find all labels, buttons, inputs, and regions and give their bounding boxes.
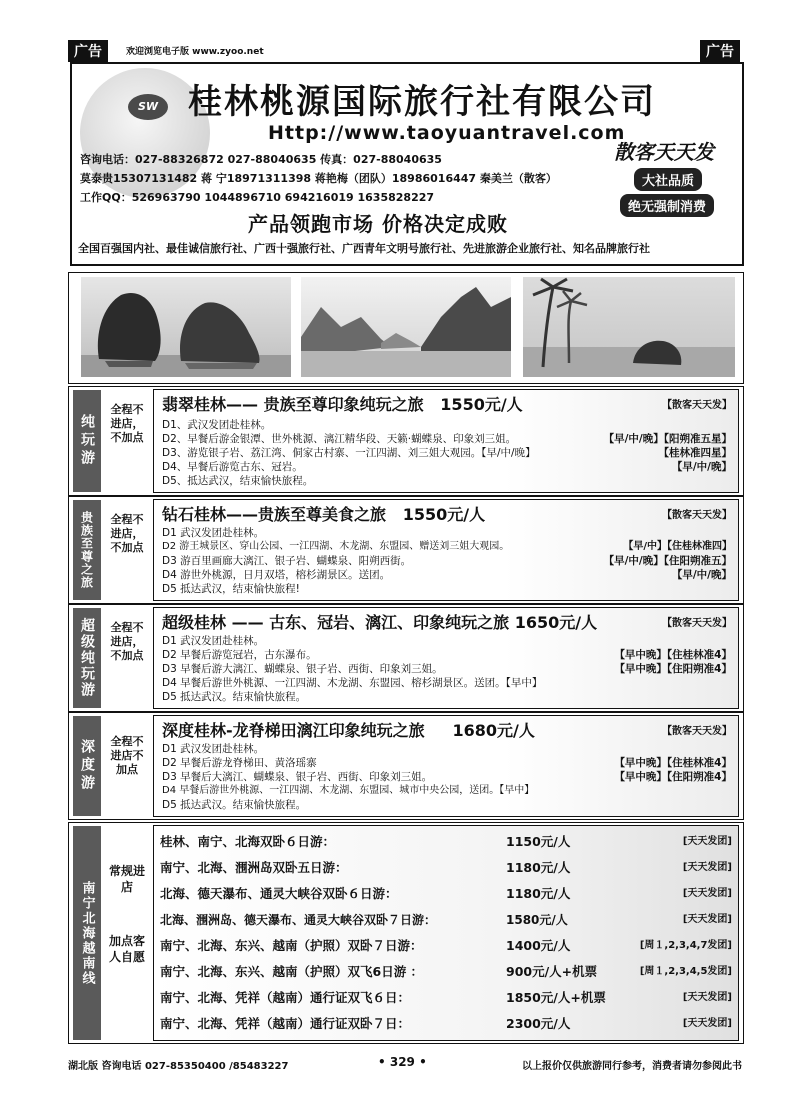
route-row[interactable]: 南宁、北海、东兴、越南（护照）双飞6日游 ： 900元/人+机票 [周１,2,3,4,5发团] bbox=[160, 964, 732, 979]
section-side-label: 纯玩游 bbox=[73, 390, 101, 492]
tour-title: 钻石桂林——贵族至尊美食之旅 1550元/人 bbox=[162, 505, 486, 524]
li-river-photo bbox=[301, 277, 511, 377]
itinerary-line: D2 游王城景区、穿山公园、一江四湖、木龙湖、东盟园、赠送刘三姐大观园。 【早/中】【住桂林准四】 bbox=[162, 541, 732, 552]
tour-section-3 bbox=[68, 604, 744, 712]
itinerary-line: D1、武汉发团赴桂林。 bbox=[162, 419, 272, 431]
itinerary-line: D4 早餐后游世外桃源、一江四湖、木龙湖、东盟园、榕杉湖景区。送团。【早中】 bbox=[162, 677, 543, 689]
tour-card[interactable] bbox=[153, 715, 739, 817]
section-side-label: 贵族至尊之旅 bbox=[73, 500, 101, 600]
tour-card[interactable] bbox=[153, 499, 739, 601]
nanning-beihai-vietnam-section bbox=[68, 822, 744, 1044]
itinerary-line: D3 早餐后游大漓江、蝴蝶泉、银子岩、西街、印象刘三姐。 【早中晚】【住阳朔准4】 bbox=[162, 663, 732, 675]
tour-price: 1650元/人 bbox=[514, 613, 598, 632]
page-number: • 329 • bbox=[378, 1055, 427, 1069]
tour-price: 1550元/人 bbox=[440, 395, 523, 414]
tour-section-4 bbox=[68, 712, 744, 820]
ad-label-left: 广告 bbox=[68, 40, 108, 62]
company-name: 桂林桃源国际旅行社有限公司 bbox=[188, 82, 656, 122]
itinerary-line: D1 武汉发团赴桂林。 bbox=[162, 527, 265, 539]
tour-title: 超级桂林 —— 古东、冠岩、漓江、印象纯玩之旅 1650元/人 bbox=[162, 613, 598, 632]
itinerary-line: D4 游世外桃源，日月双塔，榕杉湖景区。送团。 【早/中/晚】 bbox=[162, 569, 732, 581]
route-row[interactable]: 南宁、北海、凭祥（越南）通行证双飞６日： 1850元/人+机票 [天天发团] bbox=[160, 990, 732, 1005]
ad-label-right: 广告 bbox=[700, 40, 740, 62]
itinerary-line: D5 抵达武汉。结束愉快旅程。 bbox=[162, 691, 307, 703]
itinerary-line: D2 早餐后游览冠岩，古东瀑布。 【早中晚】【住桂林准4】 bbox=[162, 649, 732, 661]
section-side-label: 深度游 bbox=[73, 716, 101, 816]
departure-tag: 【散客天天发】 bbox=[662, 726, 732, 737]
itinerary-line: D5 抵达武汉，结束愉快旅程! bbox=[162, 583, 300, 595]
itinerary-line: D3 早餐后大漓江、蝴蝶泉、银子岩、西街、印象刘三姐。 【早中晚】【住阳朔准4】 bbox=[162, 771, 732, 783]
photo-strip bbox=[68, 272, 744, 384]
honors-line: 全国百强国内社、最佳诚信旅行社、广西十强旅行社、广西青年文明号旅行社、先进旅游企业旅行社、知名品牌旅行社 bbox=[78, 242, 650, 255]
itinerary-line: D3 游百里画廊大漓江、银子岩、蝴蝶泉、阳朔西街。 【早/中/晚】【住阳朔准五】 bbox=[162, 555, 732, 567]
company-url[interactable]: Http://www.taoyuantravel.com bbox=[268, 122, 626, 144]
footer-contact: 湖北版 咨询电话 027-85350400 /85483227 bbox=[68, 1061, 289, 1072]
tour-price: 1680元/人 bbox=[452, 721, 535, 740]
section-side-label: 超级纯玩游 bbox=[73, 608, 101, 708]
tour-section-1 bbox=[68, 386, 744, 496]
section-note: 全程不进店不加点 bbox=[110, 735, 144, 776]
agency-header bbox=[70, 62, 744, 266]
itinerary-line: D2、早餐后游金银潭、世外桃源、漓江精华段、天籁·蝴蝶泉、印象刘三姐。 【早/中/晚】【阳朔准五星】 bbox=[162, 433, 732, 445]
route-row[interactable]: 南宁、北海、东兴、越南（护照）双卧７日游： 1400元/人 [周１,2,3,4,7发团] bbox=[160, 938, 732, 953]
footer-disclaimer: 以上报价仅供旅游同行参考，消费者请勿参阅此书 bbox=[522, 1061, 742, 1072]
welcome-text: 欢迎浏览电子版 www.zyoo.net bbox=[126, 47, 264, 57]
logo-mark-icon: SW bbox=[128, 94, 168, 120]
page-footer bbox=[68, 1055, 742, 1071]
tour-price: 1550元/人 bbox=[402, 505, 486, 524]
phone-line: 咨询电话：027-88326872 027-88040635 传真：027-88040635 bbox=[80, 153, 442, 166]
departure-tag: 【散客天天发】 bbox=[662, 510, 732, 521]
itinerary-line: D3、游览银子岩、荔江湾、侗家古村寨、一江四湖、刘三姐大观园。【早/中/晚】 【桂林准四星】 bbox=[162, 447, 732, 459]
itinerary-line: D1 武汉发团赴桂林。 bbox=[162, 743, 265, 755]
route-row[interactable]: 南宁、北海、涠洲岛双卧五日游： 1180元/人 [天天发团] bbox=[160, 860, 732, 875]
no-forced-shopping-badge: 绝无强制消费 bbox=[620, 194, 714, 217]
itinerary-line: D5、抵达武汉，结束愉快旅程。 bbox=[162, 475, 314, 487]
section-note-shopping: 常规进店 bbox=[108, 864, 145, 894]
departure-tag: 【散客天天发】 bbox=[662, 400, 732, 411]
karst-rocks-photo bbox=[81, 277, 291, 377]
tour-title: 翡翠桂林—— 贵族至尊印象纯玩之旅 1550元/人 bbox=[162, 395, 523, 414]
itinerary-line: D5 抵达武汉。结束愉快旅程。 bbox=[162, 799, 307, 811]
qq-line: 工作QQ：526963790 1044896710 694216019 1635828227 bbox=[80, 191, 435, 204]
top-ad-bar bbox=[68, 40, 740, 60]
quality-badge: 大社品质 bbox=[634, 168, 702, 191]
section-note: 全程不进店，不加点 bbox=[110, 513, 144, 554]
tour-card[interactable] bbox=[153, 389, 739, 493]
beach-palms-photo bbox=[523, 277, 735, 377]
tour-card[interactable] bbox=[153, 607, 739, 709]
route-price-list bbox=[153, 825, 739, 1041]
tagline: 产品领跑市场 价格决定成败 bbox=[248, 212, 508, 236]
tour-title: 深度桂林-龙脊梯田漓江印象纯玩之旅 1680元/人 bbox=[162, 721, 535, 740]
section-note: 全程不进店，不加点 bbox=[110, 621, 144, 662]
route-row[interactable]: 南宁、北海、凭祥（越南）通行证双卧７日： 2300元/人 [天天发团] bbox=[160, 1016, 732, 1031]
section-note: 全程不进店，不加点 bbox=[110, 403, 144, 444]
route-row[interactable]: 北海、涠洲岛、德天瀑布、通灵大峡谷双卧７日游： 1580元/人 [天天发团] bbox=[160, 913, 732, 927]
route-row[interactable]: 北海、德天瀑布、通灵大峡谷双卧６日游： 1180元/人 [天天发团] bbox=[160, 886, 732, 901]
section-note-extras: 加点客人自愿 bbox=[108, 934, 145, 964]
itinerary-line: D4 早餐后游世外桃源、一江四湖、木龙湖、东盟园、城市中央公园，送团。【早中】 bbox=[162, 785, 535, 796]
itinerary-line: D1 武汉发团赴桂林。 bbox=[162, 635, 265, 647]
staff-line: 莫泰贵15307131482 蒋 宁18971311398 蒋艳梅（团队）18986016447 秦美兰（散客） bbox=[80, 172, 557, 185]
section-side-label: 南宁北海越南线 bbox=[73, 826, 101, 1040]
itinerary-line: D2 早餐后游龙脊梯田、黄洛瑶寨 【早中晚】【住桂林准4】 bbox=[162, 757, 732, 769]
itinerary-line: D4、早餐后游览古东、冠岩。 【早/中/晚】 bbox=[162, 461, 732, 473]
route-row[interactable]: 桂林、南宁、北海双卧６日游： 1150元/人 [天天发团] bbox=[160, 834, 732, 849]
daily-departure-slogan: 散客天天发 bbox=[614, 140, 714, 164]
departure-tag: 【散客天天发】 bbox=[662, 618, 732, 629]
tour-section-2 bbox=[68, 496, 744, 604]
